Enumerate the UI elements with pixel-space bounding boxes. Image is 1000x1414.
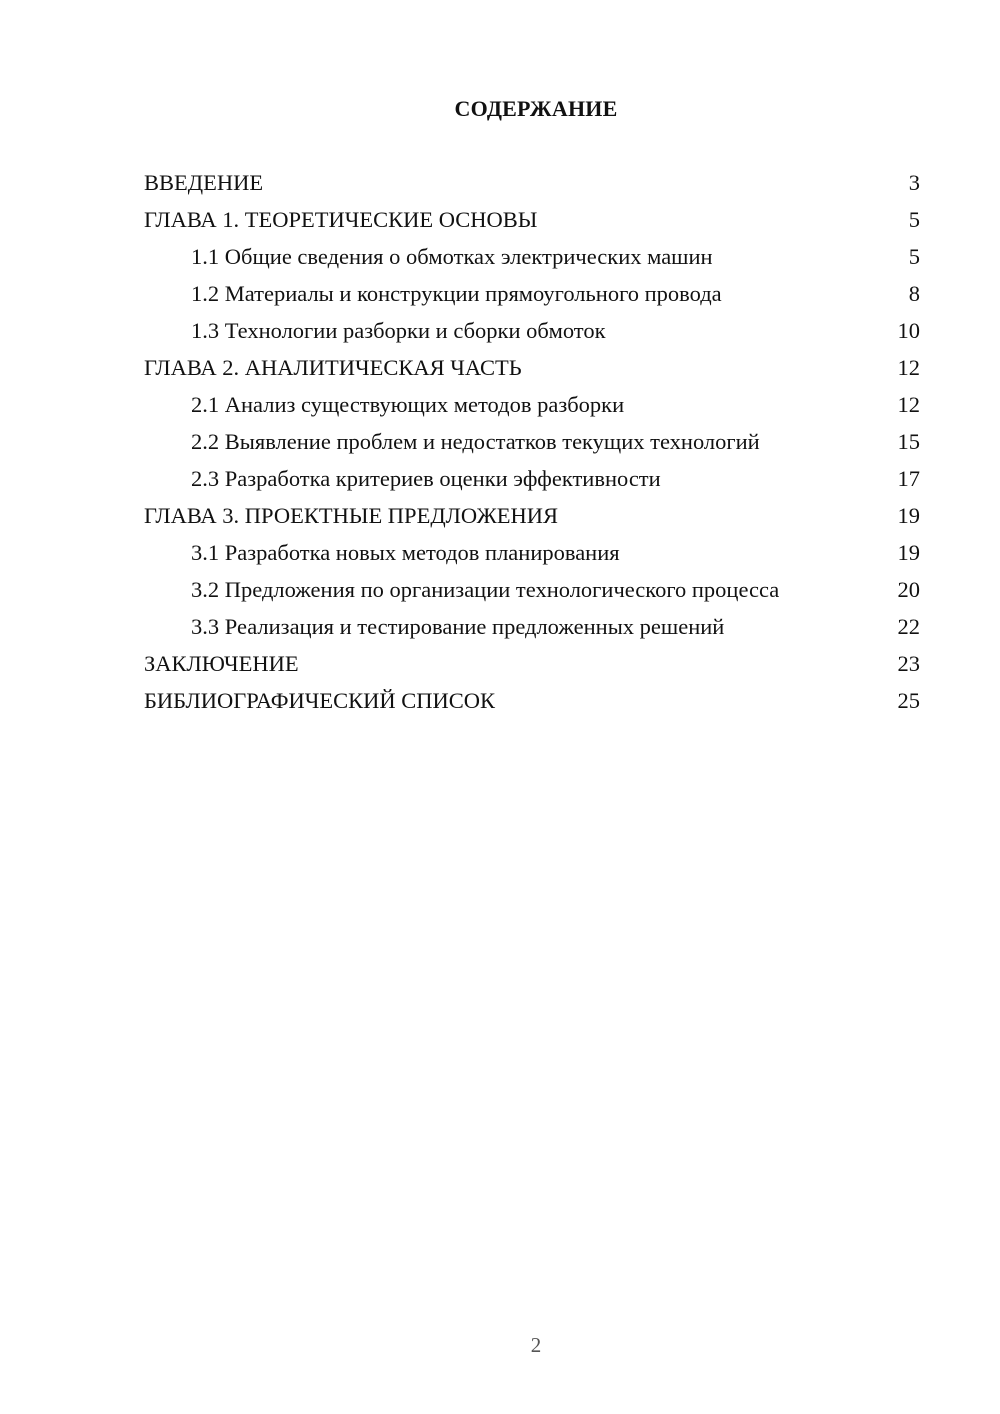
toc-entry-page: 12 [897, 355, 920, 380]
toc-entry-page: 23 [897, 651, 920, 676]
toc-entry-title: ЗАКЛЮЧЕНИЕ [144, 651, 299, 676]
toc-entry-introduction[interactable] [144, 169, 920, 196]
toc-entry-title: 1.2 Материалы и конструкции прямоугольного провода [191, 281, 722, 306]
toc-entry-page: 19 [897, 503, 920, 528]
toc-entry-title: 3.1 Разработка новых методов планирования [191, 540, 620, 565]
toc-entry-section-2-1[interactable] [144, 391, 920, 418]
table-of-contents [144, 169, 920, 724]
toc-entry-section-1-3[interactable] [144, 317, 920, 344]
toc-entry-title: 2.2 Выявление проблем и недостатков текущих технологий [191, 429, 760, 454]
toc-entry-page: 22 [897, 614, 920, 639]
toc-entry-chapter-2[interactable] [144, 354, 920, 381]
toc-entry-title: 3.3 Реализация и тестирование предложенных решений [191, 614, 725, 639]
toc-entry-section-2-3[interactable] [144, 465, 920, 492]
toc-entry-title: 3.2 Предложения по организации технологического процесса [191, 577, 780, 602]
toc-entry-title: 2.3 Разработка критериев оценки эффективности [191, 466, 661, 491]
toc-entry-title: ГЛАВА 3. ПРОЕКТНЫЕ ПРЕДЛОЖЕНИЯ [144, 503, 559, 528]
toc-entry-chapter-3[interactable] [144, 502, 920, 529]
toc-entry-page: 10 [897, 318, 920, 343]
toc-entry-bibliography[interactable] [144, 687, 920, 714]
toc-entry-page: 15 [897, 429, 920, 454]
toc-entry-section-3-3[interactable] [144, 613, 920, 640]
toc-entry-section-3-1[interactable] [144, 539, 920, 566]
toc-entry-page: 5 [908, 207, 920, 232]
toc-entry-title: ВВЕДЕНИЕ [144, 170, 264, 195]
toc-entry-page: 20 [897, 577, 920, 602]
toc-entry-title: ГЛАВА 1. ТЕОРЕТИЧЕСКИЕ ОСНОВЫ [144, 207, 538, 232]
toc-entry-chapter-1[interactable] [144, 206, 920, 233]
toc-entry-page: 3 [908, 170, 920, 195]
page-number: 2 [530, 1333, 542, 1357]
toc-entry-conclusion[interactable] [144, 650, 920, 677]
toc-entry-page: 12 [897, 392, 920, 417]
toc-entry-page: 5 [908, 244, 920, 269]
toc-entry-section-1-2[interactable] [144, 280, 920, 307]
toc-entry-section-2-2[interactable] [144, 428, 920, 455]
toc-entry-title: БИБЛИОГРАФИЧЕСКИЙ СПИСОК [144, 688, 496, 713]
toc-entry-page: 17 [897, 466, 920, 491]
toc-entry-title: 1.1 Общие сведения о обмотках электрических машин [191, 244, 713, 269]
toc-entry-section-1-1[interactable] [144, 243, 920, 270]
toc-entry-title: 1.3 Технологии разборки и сборки обмоток [191, 318, 606, 343]
page-title: СОДЕРЖАНИЕ [454, 96, 618, 121]
toc-entry-page: 8 [908, 281, 920, 306]
toc-entry-title: 2.1 Анализ существующих методов разборки [191, 392, 625, 417]
toc-entry-section-3-2[interactable] [144, 576, 920, 603]
toc-entry-page: 19 [897, 540, 920, 565]
toc-entry-page: 25 [897, 688, 920, 713]
toc-entry-title: ГЛАВА 2. АНАЛИТИЧЕСКАЯ ЧАСТЬ [144, 355, 522, 380]
